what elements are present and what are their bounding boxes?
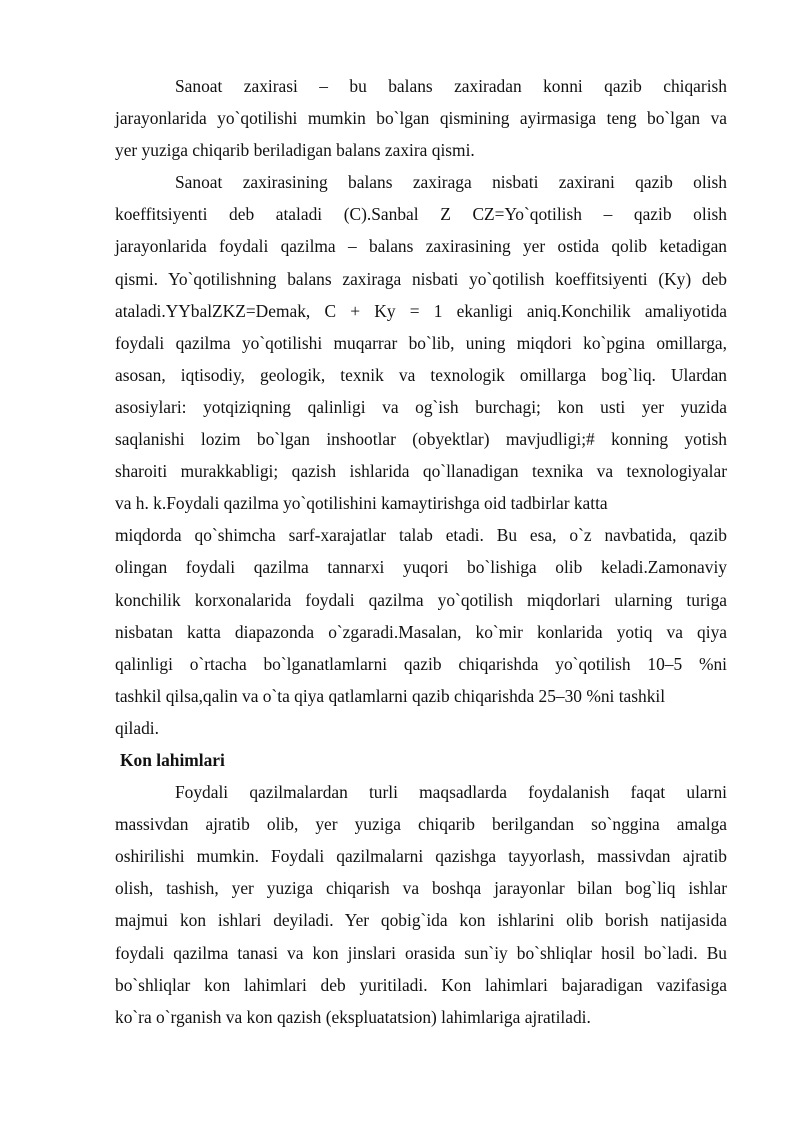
text-line: sharoiti murakkabligi; qazish ishlarida qo`llanadigan texnika va texnologiyalar [115, 461, 727, 482]
text-line: oshirilishi mumkin. Foydali qazilmalarni qazishga tayyorlash, massivdan ajratib [115, 846, 727, 867]
text-line: asosan, iqtisodiy, geologik, texnik va texnologik omillarga bog`liq. Ulardan [115, 364, 727, 385]
text-line: miqdorda qo`shimcha sarf-xarajatlar talab etadi. Bu esa, o`z navbatida, qazib [115, 525, 727, 546]
text-line: qalinligi o`rtacha bo`lganatlamlarni qazib chiqarishda yo`qotilish 10–5 %ni [115, 653, 727, 674]
text-line: majmui kon ishlari deyiladi. Yer qobig`ida kon ishlarini olib borish natijasida [115, 910, 727, 931]
text-line: va h. k.Foydali qazilma yo`qotilishini kamaytirishga oid tadbirlar katta [115, 493, 608, 514]
text-line: foydali qazilma yo`qotilishi muqarrar bo`lib, uning miqdori ko`pgina omillarga, [115, 332, 727, 353]
paragraph-3 [115, 519, 727, 744]
text-line: saqlanishi lozim bo`lgan inshootlar (obyektlar) mavjudligi;# konning yotish [115, 429, 727, 450]
text-line: yer yuziga chiqarib beriladigan balans zaxira qismi. [115, 140, 475, 161]
text-line: ataladi.YYbalZKZ=Demak, C + Ky = 1 ekanligi aniq.Konchilik amaliyotida [115, 300, 727, 321]
text-line: olish, tashish, yer yuziga chiqarish va boshqa jarayonlar bilan bog`liq ishlar [115, 878, 727, 899]
text-line: jarayonlarida yo`qotilishi mumkin bo`lgan qismining ayirmasiga teng bo`lgan va [115, 108, 727, 129]
text-line: olingan foydali qazilma tannarxi yuqori bo`lishiga olib keladi.Zamonaviy [115, 557, 727, 578]
text-line: bo`shliqlar kon lahimlari deb yuritiladi. Kon lahimlari bajaradigan vazifasiga [115, 974, 727, 995]
text-line: qiladi. [115, 717, 159, 738]
text-line: massivdan ajratib olib, yer yuziga chiqarib berilgandan so`nggina amalga [115, 814, 727, 835]
paragraph-2 [115, 166, 727, 519]
text-line: koeffitsiyenti deb ataladi (C).Sanbal Z CZ=Yo`qotilish – qazib olish [115, 204, 727, 225]
text-line: Sanoat zaxirasining balans zaxiraga nisbati zaxirani qazib olish [175, 172, 727, 193]
paragraph-1 [115, 70, 727, 166]
section-heading: Kon lahimlari [120, 749, 225, 770]
text-line: Sanoat zaxirasi – bu balans zaxiradan konni qazib chiqarish [175, 76, 727, 96]
text-line: asosiylari: yotqiziqning qalinligi va og`ish burchagi; kon usti yer yuzida [115, 396, 727, 417]
text-line: jarayonlarida foydali qazilma – balans zaxirasining yer ostida qolib ketadigan [115, 236, 727, 257]
text-line: foydali qazilma tanasi va kon jinslari orasida sun`iy bo`shliqlar hosil bo`ladi. Bu [115, 942, 727, 963]
text-line: tashkil qilsa,qalin va o`ta qiya qatlamlarni qazib chiqarishda 25–30 %ni tashkil [115, 685, 666, 706]
text-line: ko`ra o`rganish va kon qazish (ekspluatatsion) lahimlariga ajratiladi. [115, 1006, 591, 1027]
text-line: nisbatan katta diapazonda o`zgaradi.Masalan, ko`mir konlarida yotiq va qiya [115, 621, 727, 642]
section-paragraph [115, 776, 727, 1033]
document-page [115, 70, 727, 1033]
text-line: qismi. Yo`qotilishning balans zaxiraga nisbati yo`qotilish koeffitsiyenti (Ky) deb [115, 268, 727, 289]
text-line: konchilik korxonalarida foydali qazilma yo`qotilish miqdorlari ularning turiga [115, 589, 727, 610]
text-line: Foydali qazilmalardan turli maqsadlarda foydalanish faqat ularni [175, 782, 727, 803]
